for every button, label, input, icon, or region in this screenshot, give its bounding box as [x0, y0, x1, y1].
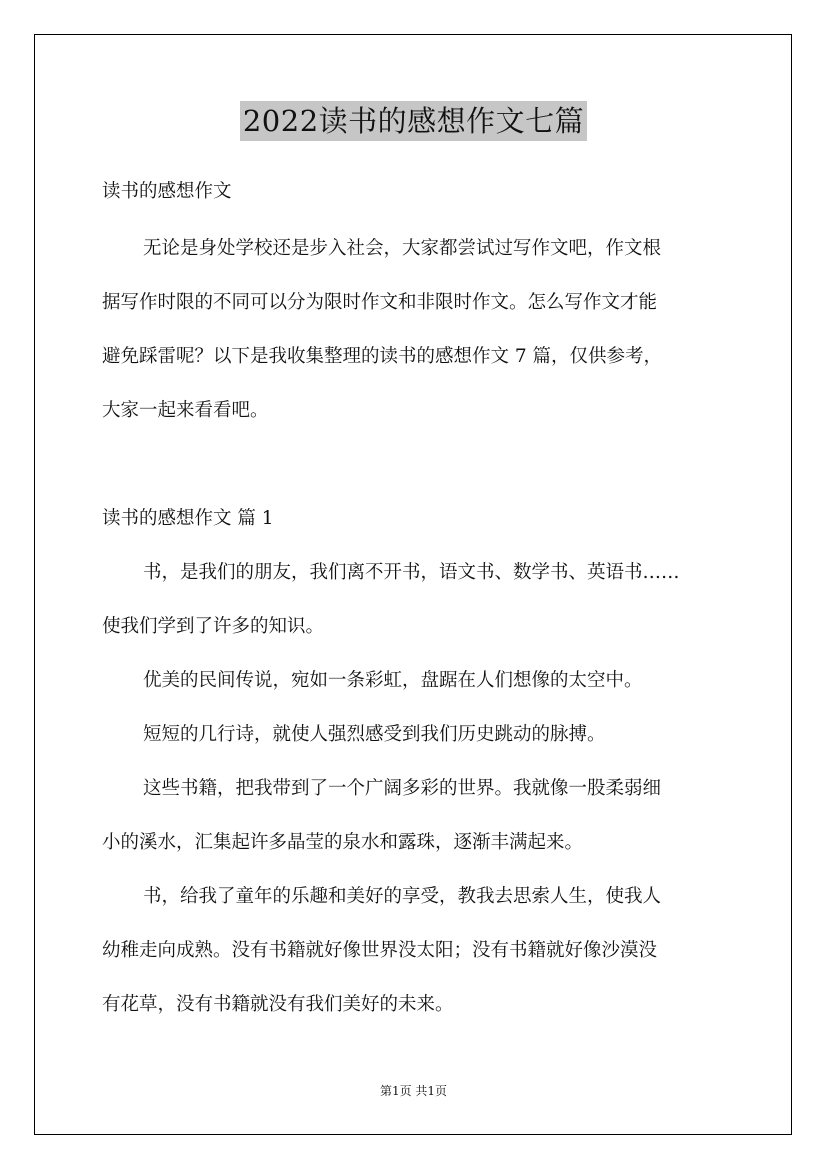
intro-line: 大家一起来看看吧。 [102, 400, 269, 421]
intro-heading: 读书的感想作文 [102, 181, 232, 202]
intro-line: 避免踩雷呢？以下是我收集整理的读书的感想作文 7 篇，仅供参考， [102, 346, 663, 367]
section-heading: 读书的感想作文 篇 1 [102, 508, 274, 529]
body-line: 这些书籍，把我带到了一个广阔多彩的世界。我就像一股柔弱细 [143, 778, 662, 799]
body-line: 书，给我了童年的乐趣和美好的享受，教我去思索人生，使我人 [143, 886, 662, 907]
page-footer: 第1页 共1页 [379, 1084, 448, 1098]
intro-line: 无论是身处学校还是步入社会，大家都尝试过写作文吧，作文根 [143, 238, 662, 259]
body-line: 使我们学到了许多的知识。 [102, 616, 325, 637]
body-line: 幼稚走向成熟。没有书籍就好像世界没太阳；没有书籍就好像沙漠没 [102, 940, 658, 961]
body-line: 小的溪水，汇集起许多晶莹的泉水和露珠，逐渐丰满起来。 [102, 832, 584, 853]
title-container [0, 101, 827, 141]
body-line: 有花草，没有书籍就没有我们美好的未来。 [102, 994, 454, 1015]
body-line: 优美的民间传说，宛如一条彩虹，盘踞在人们想像的太空中。 [143, 670, 643, 691]
body-line: 短短的几行诗，就使人强烈感受到我们历史跳动的脉搏。 [143, 724, 606, 745]
intro-line: 据写作时限的不同可以分为限时作文和非限时作文。怎么写作文才能 [102, 292, 658, 313]
document-title: 2022读书的感想作文七篇 [240, 101, 587, 141]
body-line: 书，是我们的朋友，我们离不开书，语文书、数学书、英语书…… [143, 562, 680, 583]
